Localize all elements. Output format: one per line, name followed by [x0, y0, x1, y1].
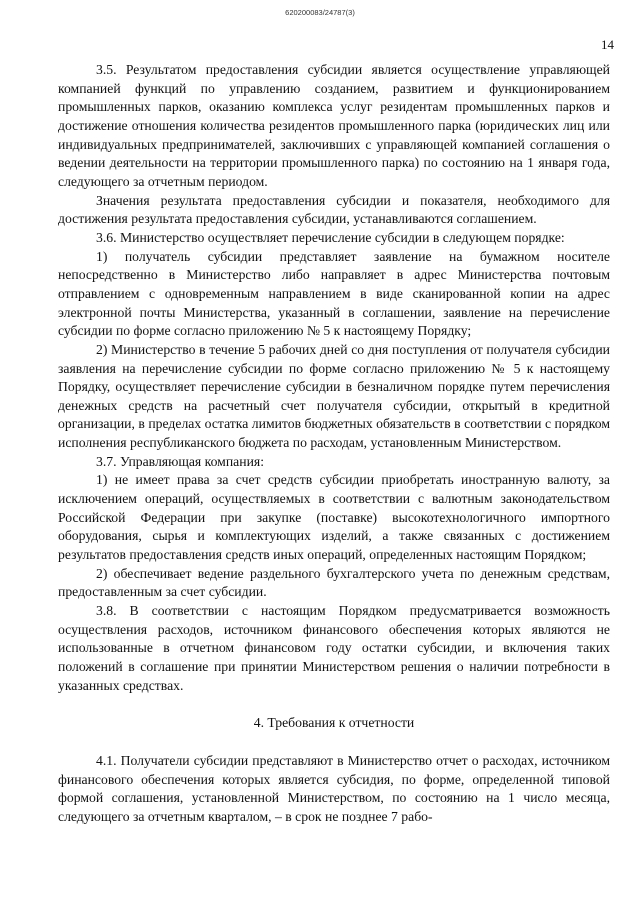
section-spacer	[58, 695, 610, 714]
paragraph-3-5: 3.5. Результатом предоставления субсидии является осуществление управляющей компанией функций по управлению созданием, развитием и функционированием промышленных парков, оказанию комплекса услуг резидентам промышленных парков и достижение отношения количества резидентов промышленного парка (юридических лиц или индивидуальных предпринимателей, заключивших с управляющей компанией соглашения о ведении деятельности на территории промышленного парка) по состоянию на 1 января года, следующего за отчетным периодом.	[58, 62, 610, 189]
section-heading: 4. Требования к отчетности	[253, 715, 415, 731]
document-body	[58, 61, 610, 827]
paragraph-3-7-item-2: 2) обеспечивает ведение раздельного бухгалтерского учета по денежным средствам, предоставленным за счет субсидии.	[58, 565, 610, 600]
paragraph-3-6-item-2: 2) Министерство в течение 5 рабочих дней со дня поступления от получателя субсидии заявления на перечисление субсидии по форме согласно приложению № 5 к настоящему Порядку, осуществляет перечисление субсидии в безналичном порядке путем перечисления денежных средств на расчетный счет получателя субсидии, открытый в кредитной организации, в пределах остатка лимитов бюджетных обязательств в соответствии с порядком исполнения республиканского бюджета по расходам, установленным Министерством.	[58, 341, 610, 451]
paragraph-4-1: 4.1. Получатели субсидии представляют в Министерство отчет о расходах, источником финансового обеспечения которых является субсидия, по форме, определенной типовой формой соглашения, установленной Министерством, по состоянию на 1 число месяца, следующего за отчетным кварталом, – в срок не позднее 7 рабо-	[58, 752, 610, 824]
section-spacer	[58, 733, 610, 752]
paragraph-result-values: Значения результата предоставления субсидии и показателя, необходимого для достижения результата предоставления субсидии, устанавливаются соглашением.	[58, 192, 610, 227]
page-number: 14	[601, 37, 614, 52]
paragraph-3-6-item-1: 1) получатель субсидии представляет заявление на бумажном носителе непосредственно в Министерство либо направляет в адрес Министерства почтовым отправлением с одновременным направлением в виде сканированной копии на адрес электронной почты Министерства, указанный в соглашении, заявление на перечисление субсидии по форме согласно приложению № 5 к настоящему Порядку;	[58, 248, 610, 339]
paragraph-3-6: 3.6. Министерство осуществляет перечисление субсидии в следующем порядке:	[96, 229, 565, 245]
paragraph-3-7-item-1: 1) не имеет права за счет средств субсидии приобретать иностранную валюту, за исключением операций, осуществляемых в соответствии с валютным законодательством Российской Федерации при закупке (поставке) высокотехнологичного импортного оборудования, сырья и комплектующих изделий, а также связанных с достижением результатов предоставления средств иных операций, определенных настоящим Порядком;	[58, 472, 610, 563]
paragraph-3-7: 3.7. Управляющая компания:	[96, 453, 264, 469]
document-code: 620200083/24787(3)	[285, 8, 355, 17]
paragraph-3-8: 3.8. В соответствии с настоящим Порядком предусматривается возможность осуществления расходов, источником финансового обеспечения которых являются не использованные в отчетном финансовом году остатки субсидии, и включения таких положений в соглашение при принятии Министерством решения о наличии потребности в указанных средствах.	[58, 603, 610, 693]
